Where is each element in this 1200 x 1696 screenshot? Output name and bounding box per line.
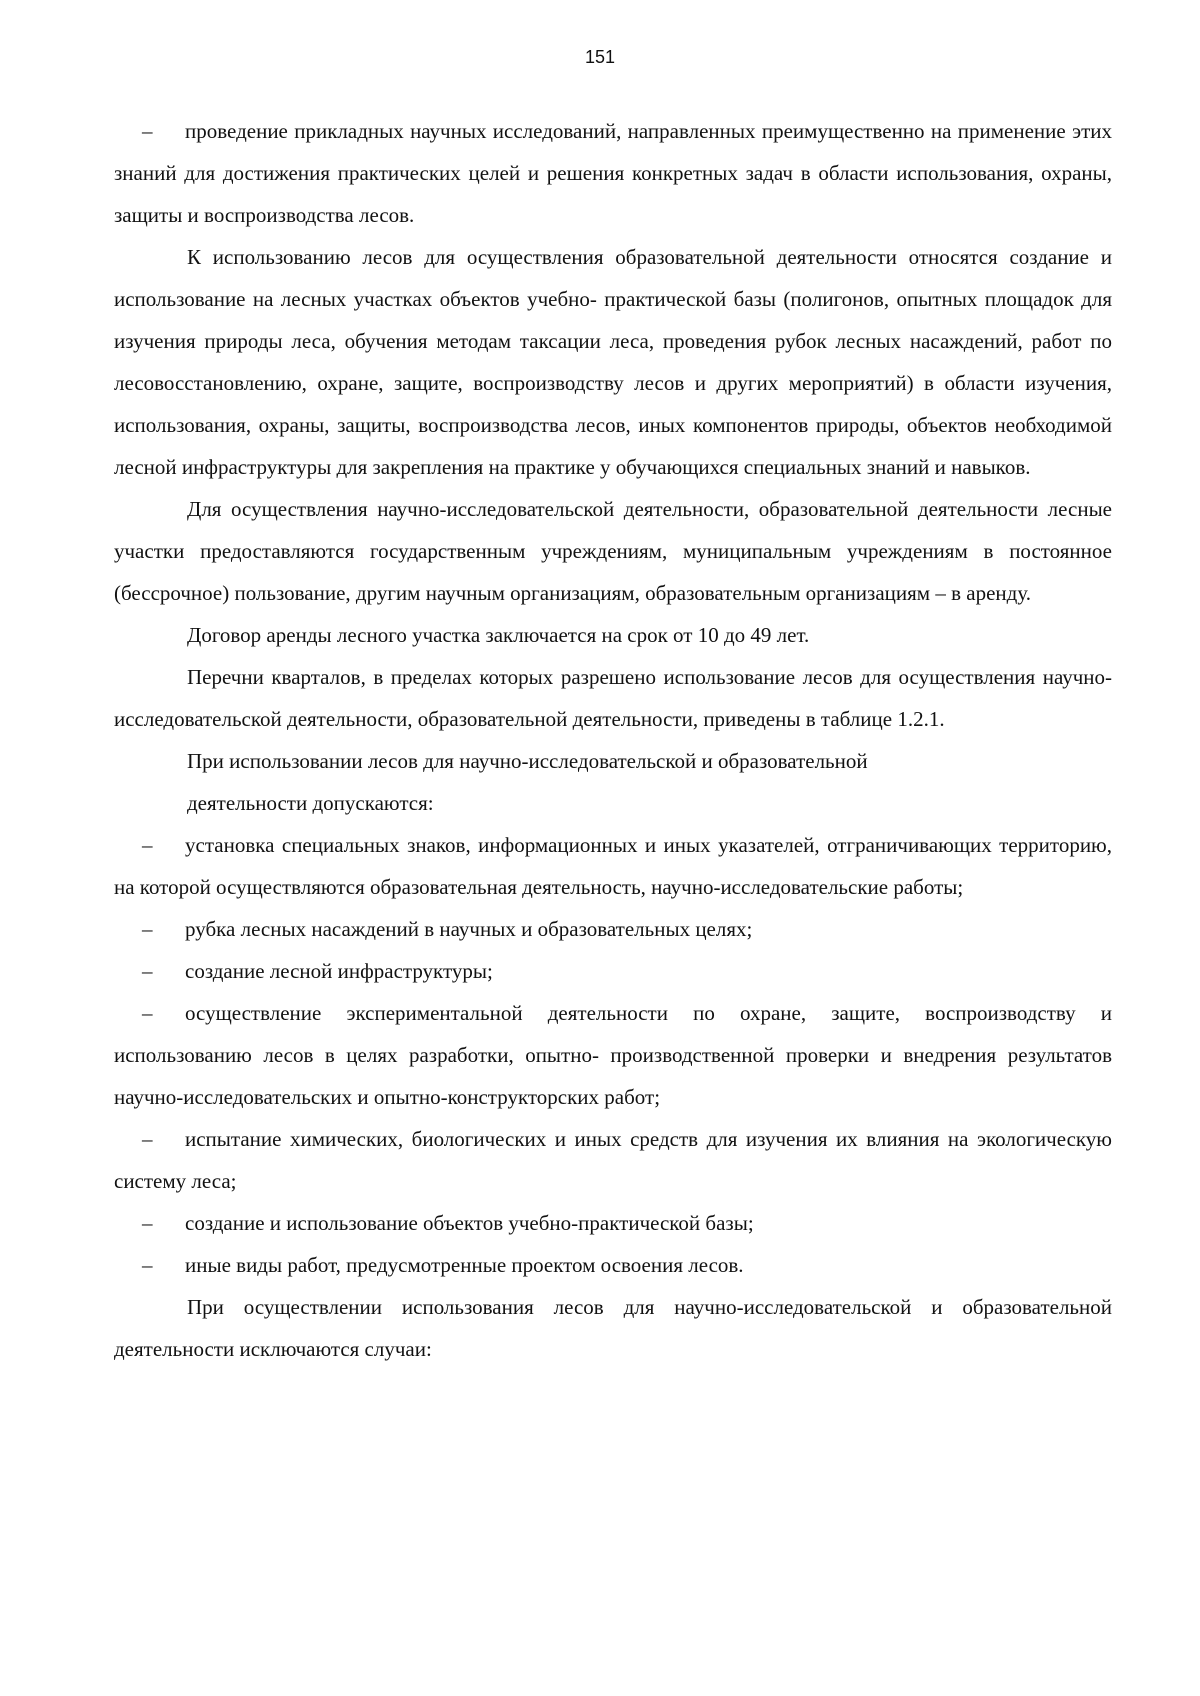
paragraph-allowed-intro-line2: деятельности допускаются: (187, 791, 434, 815)
list-item-training-base (114, 1202, 1112, 1244)
list-item-applied-research (114, 110, 1112, 236)
paragraph-excluded-intro: При осуществлении использования лесов для научно-исследовательской и образовательной деятельности исключаются случаи: (114, 1295, 1112, 1361)
list-item-testing (114, 1118, 1112, 1202)
list-item-experimental (114, 992, 1112, 1118)
paragraph-lease-term: Договор аренды лесного участка заключается на срок от 10 до 49 лет. (187, 623, 810, 647)
list-item-text: создание и использование объектов учебно-практической базы; (185, 1211, 754, 1235)
list-item-text: испытание химических, биологических и иных средств для изучения их влияния на экологическую систему леса; (114, 1127, 1112, 1193)
list-item-text: создание лесной инфраструктуры; (185, 959, 493, 983)
list-item-text: проведение прикладных научных исследований, направленных преимущественно на применение этих знаний для достижения практических целей и решения конкретных задач в области использования, охраны, защиты и воспроизводства лесов. (114, 119, 1112, 227)
list-item-signs (114, 824, 1112, 908)
list-item-infrastructure (114, 950, 1112, 992)
list-item-text: установка специальных знаков, информационных и иных указателей, отграничивающих территорию, на которой осуществляются образовательная деятельность, научно-исследовательские работы; (114, 833, 1112, 899)
paragraph-quarters-list: Перечни кварталов, в пределах которых разрешено использование лесов для осуществления научно-исследовательской деятельности, образовательной деятельности, приведены в таблице 1.2.1. (114, 665, 1112, 731)
list-item-text: осуществление экспериментальной деятельности по охране, защите, воспроизводству и использованию лесов в целях разработки, опытно- производственной проверки и внедрения результатов научно-исследовательских и опытно-конструкторских работ; (114, 1001, 1112, 1109)
list-item-text: иные виды работ, предусмотренные проектом освоения лесов. (185, 1253, 744, 1277)
dash-marker: – (142, 833, 153, 857)
dash-marker: – (142, 119, 153, 143)
paragraph-allowed-intro-line1: При использовании лесов для научно-исследовательской и образовательной (187, 749, 868, 773)
page-body (114, 110, 1112, 1370)
dash-marker: – (142, 1253, 153, 1277)
dash-marker: – (142, 1001, 153, 1025)
dash-marker: – (142, 917, 153, 941)
paragraph-land-provision: Для осуществления научно-исследовательской деятельности, образовательной деятельности лесные участки предоставляются государственным учреждениям, муниципальным учреждениям в постоянное (бессрочное) пользование, другим научным организациям, образовательным организациям – в аренду. (114, 497, 1112, 605)
dash-marker: – (142, 1127, 153, 1151)
dash-marker: – (142, 1211, 153, 1235)
list-item-text: рубка лесных насаждений в научных и образовательных целях; (185, 917, 753, 941)
list-item-other-works (114, 1244, 1112, 1286)
dash-marker: – (142, 959, 153, 983)
page-number: 151 (584, 47, 616, 67)
list-item-felling (114, 908, 1112, 950)
paragraph-educational-use: К использованию лесов для осуществления образовательной деятельности относятся создание и использование на лесных участках объектов учебно- практической базы (полигонов, опытных площадок для изучения природы леса, обучения методам таксации леса, проведения рубок лесных насаждений, работ по лесовосстановлению, охране, защите, воспроизводству лесов и других мероприятий) в области изучения, использования, охраны, защиты, воспроизводства лесов, иных компонентов природы, объектов необходимой лесной инфраструктуры для закрепления на практике у обучающихся специальных знаний и навыков. (114, 245, 1112, 479)
